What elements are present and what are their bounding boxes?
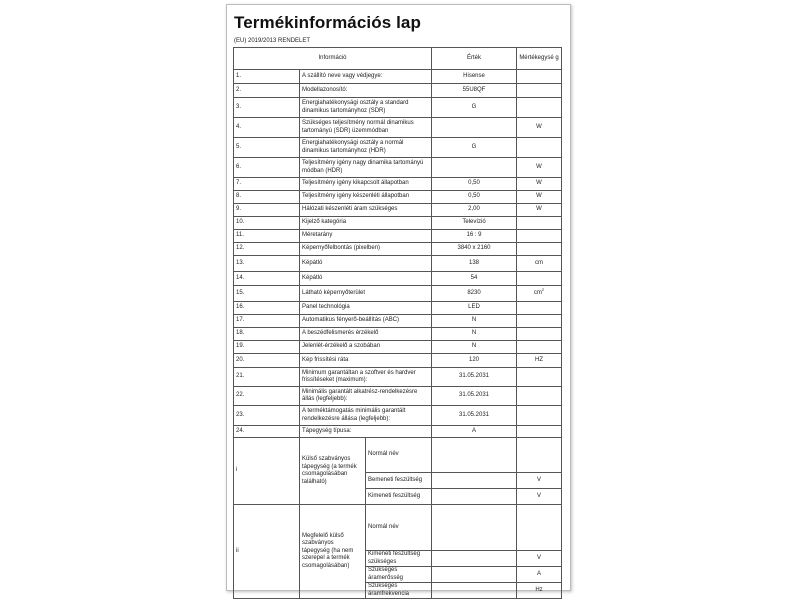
row-value: A bbox=[432, 426, 517, 438]
row-unit bbox=[517, 230, 562, 243]
row-number: 6. bbox=[234, 158, 300, 178]
row-label: A beszédfelismerés érzékelő bbox=[300, 328, 432, 341]
table-row bbox=[234, 70, 562, 84]
psu-group-row bbox=[234, 505, 562, 551]
psu-normal-name-value bbox=[432, 438, 517, 473]
row-value: 55U8QF bbox=[432, 84, 517, 98]
table-row bbox=[234, 256, 562, 272]
row-label: Automatikus fényerő-beállítás (ABC) bbox=[300, 315, 432, 328]
row-label: Energiahatékonysági osztály a standard dinamikus tartományhoz (SDR) bbox=[300, 98, 432, 118]
row-value: 0,50 bbox=[432, 178, 517, 191]
row-number: 11. bbox=[234, 230, 300, 243]
row-unit: W bbox=[517, 178, 562, 191]
row-number: 18. bbox=[234, 328, 300, 341]
psu-normal-name-label: Normál név bbox=[366, 438, 432, 473]
row-value: 31.05.2031 bbox=[432, 406, 517, 426]
row-unit bbox=[517, 315, 562, 328]
row-value: 8230 bbox=[432, 286, 517, 302]
row-number: 15. bbox=[234, 286, 300, 302]
table-row bbox=[234, 368, 562, 387]
header-unit: Mértékegysé g bbox=[517, 48, 562, 70]
psu-subrow-label: Szükséges áramfrekvencia bbox=[366, 583, 432, 599]
psu-group-label: Megfelelő külső szabványos tápegység (ha nem szerepel a termék csomagolásában) bbox=[300, 505, 366, 599]
row-unit: W bbox=[517, 158, 562, 178]
row-number: 20. bbox=[234, 354, 300, 368]
row-unit bbox=[517, 217, 562, 230]
row-unit: cm bbox=[517, 256, 562, 272]
row-label: Kép frissítési ráta bbox=[300, 354, 432, 368]
table-row bbox=[234, 217, 562, 230]
row-value bbox=[432, 158, 517, 178]
row-number: 3. bbox=[234, 98, 300, 118]
table-row bbox=[234, 328, 562, 341]
psu-group-number: ii bbox=[234, 505, 300, 599]
row-unit: HZ bbox=[517, 354, 562, 368]
row-label: A szállító neve vagy védjegye: bbox=[300, 70, 432, 84]
row-value: 0,50 bbox=[432, 191, 517, 204]
regulation-reference: (EU) 2019/2013 RENDELET bbox=[234, 38, 311, 44]
row-label: Képátló bbox=[300, 256, 432, 272]
row-value: 54 bbox=[432, 272, 517, 286]
row-number: 24. bbox=[234, 426, 300, 438]
table-row bbox=[234, 84, 562, 98]
table-row bbox=[234, 243, 562, 256]
row-label: Látható képernyőterület bbox=[300, 286, 432, 302]
row-unit: W bbox=[517, 191, 562, 204]
row-unit: W bbox=[517, 204, 562, 217]
psu-group-row bbox=[234, 438, 562, 473]
row-unit bbox=[517, 84, 562, 98]
row-number: 2. bbox=[234, 84, 300, 98]
table-header-row bbox=[234, 48, 562, 70]
psu-subrow-unit: V bbox=[517, 551, 562, 567]
row-value: 16 : 9 bbox=[432, 230, 517, 243]
product-spec-table bbox=[233, 47, 562, 599]
row-unit bbox=[517, 138, 562, 158]
row-number: 23. bbox=[234, 406, 300, 426]
row-label: Energiahatékonysági osztály a normál dinamikus tartományhoz (HDR) bbox=[300, 138, 432, 158]
row-label: Teljesítmény igény kikapcsolt állapotban bbox=[300, 178, 432, 191]
psu-normal-name-unit bbox=[517, 438, 562, 473]
psu-subrow-value bbox=[432, 473, 517, 489]
row-value: 31.05.2031 bbox=[432, 368, 517, 387]
row-label: Minimum garantáltan a szoftver és hardver frissítéseket (maximum): bbox=[300, 368, 432, 387]
row-number: 5. bbox=[234, 138, 300, 158]
row-label: Panel technológia bbox=[300, 302, 432, 315]
header-value: Érték bbox=[432, 48, 517, 70]
row-value bbox=[432, 118, 517, 138]
table-row bbox=[234, 426, 562, 438]
table-row bbox=[234, 191, 562, 204]
row-number: 14. bbox=[234, 272, 300, 286]
psu-normal-name-unit bbox=[517, 505, 562, 551]
row-label: Teljesítmény igény nagy dinamika tartományú módban (HDR) bbox=[300, 158, 432, 178]
table-row bbox=[234, 178, 562, 191]
document-title: Termékinformációs lap bbox=[234, 13, 421, 32]
row-unit bbox=[517, 243, 562, 256]
row-unit: W bbox=[517, 118, 562, 138]
table-row bbox=[234, 138, 562, 158]
row-unit bbox=[517, 341, 562, 354]
psu-subrow-unit: Hz bbox=[517, 583, 562, 599]
row-label: Képátló bbox=[300, 272, 432, 286]
psu-group-number: i bbox=[234, 438, 300, 505]
row-number: 8. bbox=[234, 191, 300, 204]
psu-subrow-label: Kimeneti feszültség szükséges bbox=[366, 551, 432, 567]
psu-subrow-label: Kimeneti feszültség bbox=[366, 489, 432, 505]
row-unit bbox=[517, 286, 562, 302]
psu-subrow-value bbox=[432, 583, 517, 599]
row-value: N bbox=[432, 328, 517, 341]
table-row bbox=[234, 354, 562, 368]
row-label: Tápegység típusa: bbox=[300, 426, 432, 438]
row-value: LED bbox=[432, 302, 517, 315]
row-label: A terméktámogatás minimális garantált rendelkezésre állása (legfeljebb): bbox=[300, 406, 432, 426]
table-row bbox=[234, 302, 562, 315]
row-value: 2,00 bbox=[432, 204, 517, 217]
table-row bbox=[234, 98, 562, 118]
row-number: 4. bbox=[234, 118, 300, 138]
psu-group-label: Külső szabványos tápegység (a termék csomagolásában található) bbox=[300, 438, 366, 505]
row-number: 10. bbox=[234, 217, 300, 230]
row-value: G bbox=[432, 138, 517, 158]
psu-subrow-value bbox=[432, 489, 517, 505]
psu-subrow-unit: V bbox=[517, 473, 562, 489]
psu-subrow-unit: A bbox=[517, 567, 562, 583]
row-number: 19. bbox=[234, 341, 300, 354]
row-label: Minimális garantált alkatrész-rendelkezésre állás (legfeljebb): bbox=[300, 387, 432, 406]
psu-subrow-value bbox=[432, 551, 517, 567]
row-value: G bbox=[432, 98, 517, 118]
table-row bbox=[234, 204, 562, 217]
row-value: 3840 x 2160 bbox=[432, 243, 517, 256]
table-row bbox=[234, 315, 562, 328]
row-label: Hálózati készenléti áram szükséges bbox=[300, 204, 432, 217]
row-number: 17. bbox=[234, 315, 300, 328]
row-number: 12. bbox=[234, 243, 300, 256]
row-value: N bbox=[432, 341, 517, 354]
table-row bbox=[234, 118, 562, 138]
row-number: 22. bbox=[234, 387, 300, 406]
row-value: Hisense bbox=[432, 70, 517, 84]
psu-normal-name-value bbox=[432, 505, 517, 551]
table-row bbox=[234, 272, 562, 286]
row-label: Képernyőfelbontás (pixelben) bbox=[300, 243, 432, 256]
table-row bbox=[234, 387, 562, 406]
table-row bbox=[234, 158, 562, 178]
row-label: Szükséges teljesítmény normál dinamikus tartományú (SDR) üzemmódban bbox=[300, 118, 432, 138]
row-number: 1. bbox=[234, 70, 300, 84]
psu-subrow-unit: V bbox=[517, 489, 562, 505]
row-number: 21. bbox=[234, 368, 300, 387]
unit-superscript: 2 bbox=[541, 286, 545, 292]
row-unit bbox=[517, 328, 562, 341]
row-value: 138 bbox=[432, 256, 517, 272]
row-number: 16. bbox=[234, 302, 300, 315]
product-information-sheet bbox=[226, 4, 571, 597]
row-number: 13. bbox=[234, 256, 300, 272]
table-row bbox=[234, 406, 562, 426]
row-value: N bbox=[432, 315, 517, 328]
row-value: Televízió bbox=[432, 217, 517, 230]
psu-subrow-label: Szükséges áramerősség bbox=[366, 567, 432, 583]
table-row bbox=[234, 230, 562, 243]
row-unit bbox=[517, 98, 562, 118]
row-unit bbox=[517, 70, 562, 84]
table-row bbox=[234, 286, 562, 302]
row-label: Kijelző kategória bbox=[300, 217, 432, 230]
row-label: Teljesítmény igény készenléti állapotban bbox=[300, 191, 432, 204]
row-number: 9. bbox=[234, 204, 300, 217]
psu-subrow-value bbox=[432, 567, 517, 583]
header-info: Információ bbox=[234, 48, 432, 70]
row-unit bbox=[517, 272, 562, 286]
psu-normal-name-label: Normál név bbox=[366, 505, 432, 551]
row-number: 7. bbox=[234, 178, 300, 191]
row-unit bbox=[517, 387, 562, 406]
row-label: Jelenlét-érzékelő a szobában bbox=[300, 341, 432, 354]
row-unit bbox=[517, 368, 562, 387]
row-unit bbox=[517, 302, 562, 315]
row-value: 31.05.2031 bbox=[432, 387, 517, 406]
row-unit bbox=[517, 426, 562, 438]
row-label: Modellazonosító: bbox=[300, 84, 432, 98]
table-row bbox=[234, 341, 562, 354]
row-value: 120 bbox=[432, 354, 517, 368]
unit-text: cm bbox=[533, 289, 542, 296]
psu-subrow-label: Bemeneti feszültség bbox=[366, 473, 432, 489]
row-label: Méretarány bbox=[300, 230, 432, 243]
row-unit bbox=[517, 406, 562, 426]
